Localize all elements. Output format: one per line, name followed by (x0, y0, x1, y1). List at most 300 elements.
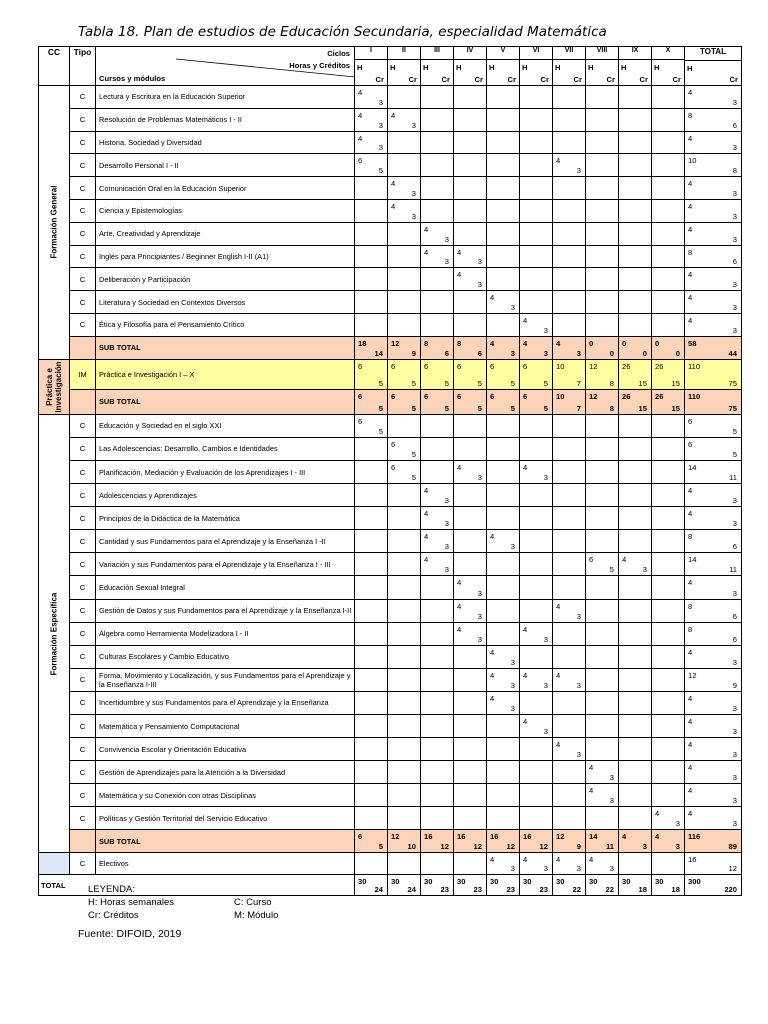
empty-cell (520, 108, 553, 131)
hours-value: 6 (490, 391, 495, 401)
empty-cell (388, 599, 421, 622)
empty-cell (652, 177, 685, 200)
hours-credits-cell (355, 154, 388, 177)
empty-cell (388, 131, 421, 154)
hours-credits-cell (685, 738, 742, 761)
empty-cell (652, 484, 685, 507)
course-name: Planificación, Mediación y Evaluación de los Aprendizajes I - III (96, 460, 355, 483)
empty-cell (553, 86, 586, 109)
course-row (39, 738, 742, 761)
hcr-header (520, 60, 553, 86)
hours-credits-cell (388, 108, 421, 131)
hours-value: 16 (523, 832, 532, 842)
study-plan-table (38, 46, 742, 896)
hours-value: 30 (589, 877, 598, 887)
hours-credits-cell (487, 530, 520, 553)
empty-cell (586, 313, 619, 336)
empty-cell (421, 460, 454, 483)
credits-value: 5 (732, 426, 737, 436)
credits-value: 3 (543, 634, 548, 644)
cycle-header: VIII (586, 47, 619, 60)
hours-value: 4 (688, 693, 693, 703)
cycle-header: II (388, 47, 421, 60)
credits-value: 15 (638, 403, 647, 413)
course-row (39, 507, 742, 530)
section-label: Formación Específica (49, 592, 59, 675)
hours-value: 4 (688, 786, 693, 796)
hours-value: 6 (457, 391, 462, 401)
empty-cell (619, 291, 652, 314)
empty-cell (421, 784, 454, 807)
credits-value: 3 (510, 348, 515, 358)
hours-credits-cell (586, 359, 619, 389)
course-row (39, 291, 742, 314)
hours-value: 4 (589, 786, 594, 796)
cr-label: Cr (672, 75, 681, 84)
credits-value: 9 (411, 348, 416, 358)
empty-cell (487, 245, 520, 268)
credits-value: 3 (732, 280, 737, 290)
empty-cell (388, 622, 421, 645)
empty-cell (652, 222, 685, 245)
credits-value: 3 (675, 819, 680, 829)
empty-cell (421, 576, 454, 599)
hours-credits-cell (421, 830, 454, 853)
empty-cell (520, 437, 553, 460)
hours-value: 10 (688, 156, 697, 166)
hours-credits-cell (685, 507, 742, 530)
credits-value: 15 (671, 403, 680, 413)
hours-credits-cell (520, 668, 553, 691)
empty-cell (520, 599, 553, 622)
credits-value: 5 (444, 403, 449, 413)
h-label: H (555, 63, 561, 72)
h-label: H (687, 64, 693, 73)
course-type: C (70, 507, 96, 530)
hours-value: 4 (457, 462, 462, 472)
cycle-header: X (652, 47, 685, 60)
hours-value: 4 (457, 247, 462, 257)
hours-credits-cell (421, 530, 454, 553)
legend (88, 883, 278, 922)
cycle-header: V (487, 47, 520, 60)
hours-value: 6 (391, 391, 396, 401)
course-row (39, 761, 742, 784)
empty-cell (454, 645, 487, 668)
empty-cell (553, 291, 586, 314)
hours-credits-cell (520, 853, 553, 875)
hours-credits-cell (388, 875, 421, 896)
hours-value: 4 (589, 855, 594, 865)
empty-cell (454, 553, 487, 576)
credits-value: 18 (638, 885, 647, 895)
hours-value: 6 (358, 156, 363, 166)
hours-credits-cell (388, 830, 421, 853)
hours-value: 16 (490, 832, 499, 842)
empty-cell (652, 738, 685, 761)
empty-cell (652, 291, 685, 314)
credits-value: 3 (675, 842, 680, 852)
hours-value: 8 (424, 338, 429, 348)
course-name: Gestión de Aprendizajes para la Atención a la Diversidad (96, 761, 355, 784)
credits-value: 5 (609, 565, 614, 575)
empty-cell (586, 268, 619, 291)
hours-credits-cell (685, 714, 742, 737)
empty-cell (520, 645, 553, 668)
hours-value: 4 (556, 601, 561, 611)
empty-cell (520, 553, 553, 576)
hours-value: 300 (688, 877, 701, 887)
credits-value: 3 (444, 519, 449, 529)
course-name: Variación y sus Fundamentos para el Aprendizaje y la Enseñanza I - III (96, 553, 355, 576)
empty-cell (619, 268, 652, 291)
hours-credits-cell (586, 830, 619, 853)
hours-value: 4 (556, 740, 561, 750)
empty-cell (355, 530, 388, 553)
empty-cell (520, 761, 553, 784)
credits-value: 8 (609, 403, 614, 413)
hours-credits-cell (454, 460, 487, 483)
hours-value: 4 (424, 532, 429, 542)
course-row (39, 437, 742, 460)
hours-value: 4 (655, 832, 660, 842)
empty-cell (454, 437, 487, 460)
cycle-header: VII (553, 47, 586, 60)
hours-value: 26 (655, 361, 664, 371)
empty-cell (619, 177, 652, 200)
credits-value: 3 (378, 143, 383, 153)
empty-cell (421, 199, 454, 222)
credits-value: 3 (477, 634, 482, 644)
empty-cell (652, 86, 685, 109)
hours-value: 16 (424, 832, 433, 842)
hours-credits-cell (454, 576, 487, 599)
course-type: C (70, 291, 96, 314)
empty-cell (388, 507, 421, 530)
header-tipo: Tipo (70, 47, 96, 86)
course-row (39, 199, 742, 222)
hours-value: 4 (556, 338, 561, 348)
course-name: Cantidad y sus Fundamentos para el Aprendizaje y la Enseñanza I -II (96, 530, 355, 553)
header-total: TOTAL (685, 47, 742, 61)
empty-cell (520, 576, 553, 599)
hours-credits-cell (685, 389, 742, 414)
empty-cell (454, 86, 487, 109)
empty-cell (421, 853, 454, 875)
empty-cell (520, 691, 553, 714)
h-label: H (621, 63, 627, 72)
hours-value: 6 (391, 439, 396, 449)
hours-credits-cell (454, 245, 487, 268)
empty-cell (487, 622, 520, 645)
empty-cell (520, 154, 553, 177)
empty-cell (619, 222, 652, 245)
course-type: C (70, 177, 96, 200)
course-row (39, 313, 742, 336)
hours-credits-cell (685, 576, 742, 599)
credits-value: 5 (732, 449, 737, 459)
section-label-cell (39, 414, 70, 853)
grand-total-label: TOTAL (39, 875, 355, 896)
empty-cell (586, 807, 619, 830)
credits-value: 0 (609, 348, 614, 358)
empty-cell (355, 807, 388, 830)
hours-credits-cell (586, 875, 619, 896)
empty-cell (520, 291, 553, 314)
hours-credits-cell (586, 853, 619, 875)
credits-value: 3 (732, 302, 737, 312)
empty-cell (487, 761, 520, 784)
course-type: C (70, 108, 96, 131)
hours-value: 6 (589, 555, 594, 565)
hours-value: 8 (457, 338, 462, 348)
credits-value: 11 (729, 473, 737, 483)
empty-cell (586, 222, 619, 245)
empty-cell (388, 484, 421, 507)
empty-cell (652, 437, 685, 460)
hours-credits-cell (520, 830, 553, 853)
credits-value: 6 (732, 257, 737, 267)
hours-credits-cell (454, 359, 487, 389)
empty-cell (652, 645, 685, 668)
empty-cell (619, 738, 652, 761)
credits-value: 6 (732, 611, 737, 621)
credits-value: 3 (609, 864, 614, 874)
hours-value: 4 (424, 509, 429, 519)
hours-value: 4 (622, 555, 627, 565)
course-type: C (70, 738, 96, 761)
empty-cell (619, 761, 652, 784)
hours-value: 4 (556, 670, 561, 680)
empty-cell (619, 622, 652, 645)
hours-credits-cell (685, 484, 742, 507)
hours-value: 14 (688, 555, 697, 565)
empty-cell (355, 622, 388, 645)
empty-cell (454, 714, 487, 737)
empty-cell (586, 437, 619, 460)
empty-cell (388, 414, 421, 437)
credits-value: 8 (609, 378, 614, 388)
subtotal-label: SUB TOTAL (96, 389, 355, 414)
credits-value: 6 (732, 634, 737, 644)
hours-value: 4 (523, 670, 528, 680)
empty-cell (553, 691, 586, 714)
credits-value: 3 (609, 773, 614, 783)
empty-cell (487, 784, 520, 807)
empty-cell (553, 245, 586, 268)
course-row (39, 530, 742, 553)
credits-value: 5 (510, 378, 515, 388)
hours-value: 4 (490, 293, 495, 303)
course-row (39, 668, 742, 691)
empty-cell (619, 484, 652, 507)
hours-value: 14 (688, 462, 697, 472)
empty-cell (520, 177, 553, 200)
credits-value: 3 (444, 496, 449, 506)
hours-credits-cell (685, 268, 742, 291)
hours-value: 4 (688, 293, 693, 303)
empty-cell (487, 222, 520, 245)
credits-value: 22 (605, 885, 614, 895)
hours-credits-cell (652, 336, 685, 359)
course-type: C (70, 599, 96, 622)
empty-cell (619, 414, 652, 437)
empty-cell (70, 389, 96, 414)
hours-value: 6 (391, 462, 396, 472)
course-name: Forma, Movimiento y Localización, y sus Fundamentos para el Aprendizaje y la Enseñanza I-III (96, 668, 355, 691)
empty-cell (652, 268, 685, 291)
course-name: Culturas Escolares y Cambio Educativo (96, 645, 355, 668)
h-label: H (456, 63, 462, 72)
empty-cell (619, 108, 652, 131)
hours-credits-cell (520, 389, 553, 414)
credits-value: 3 (732, 188, 737, 198)
course-name: Lectura y Escritura en la Educación Superior (96, 86, 355, 109)
empty-cell (652, 131, 685, 154)
hours-credits-cell (454, 389, 487, 414)
hours-credits-cell (619, 875, 652, 896)
credits-value: 5 (444, 378, 449, 388)
empty-cell (355, 599, 388, 622)
credits-value: 12 (506, 842, 515, 852)
hours-value: 116 (688, 832, 701, 842)
empty-cell (520, 414, 553, 437)
empty-cell (487, 86, 520, 109)
credits-value: 3 (444, 542, 449, 552)
hours-credits-cell (520, 875, 553, 896)
credits-value: 9 (576, 842, 581, 852)
hours-credits-cell (586, 389, 619, 414)
hours-value: 4 (523, 315, 528, 325)
credits-value: 3 (732, 97, 737, 107)
empty-cell (586, 484, 619, 507)
credits-value: 3 (510, 542, 515, 552)
hours-value: 6 (358, 361, 363, 371)
empty-cell (619, 714, 652, 737)
course-type: C (70, 86, 96, 109)
empty-cell (388, 222, 421, 245)
empty-cell (355, 645, 388, 668)
hours-credits-cell (685, 245, 742, 268)
course-row (39, 576, 742, 599)
hours-credits-cell (685, 86, 742, 109)
hours-value: 4 (424, 224, 429, 234)
empty-cell (652, 530, 685, 553)
hours-credits-cell (652, 830, 685, 853)
credits-value: 0 (642, 348, 647, 358)
hours-credits-cell (586, 784, 619, 807)
empty-cell (520, 222, 553, 245)
empty-cell (388, 530, 421, 553)
course-type: C (70, 199, 96, 222)
credits-value: 89 (728, 842, 737, 852)
empty-cell (388, 154, 421, 177)
hours-value: 0 (655, 338, 660, 348)
header-horas-creditos: Horas y Créditos (289, 61, 350, 70)
empty-cell (553, 807, 586, 830)
legend-title: LEYENDA: (88, 884, 135, 895)
empty-cell (586, 291, 619, 314)
hours-credits-cell (421, 336, 454, 359)
course-type: C (70, 437, 96, 460)
hcr-header (388, 60, 421, 86)
hours-credits-cell (685, 807, 742, 830)
course-type: C (70, 714, 96, 737)
hours-credits-cell (619, 336, 652, 359)
hours-value: 4 (688, 716, 693, 726)
credits-value: 5 (477, 403, 482, 413)
empty-cell (355, 245, 388, 268)
hours-value: 6 (424, 391, 429, 401)
course-name: Ética y Filosofía para el Pensamiento Crítico (96, 313, 355, 336)
legend-h: H: Horas semanales (88, 897, 175, 908)
credits-value: 3 (732, 325, 737, 335)
section-label-cell (39, 86, 70, 360)
hours-credits-cell (454, 599, 487, 622)
empty-cell (487, 154, 520, 177)
hours-value: 4 (424, 247, 429, 257)
empty-cell (619, 599, 652, 622)
empty-cell (520, 86, 553, 109)
hours-value: 4 (523, 855, 528, 865)
credits-value: 3 (411, 120, 416, 130)
hours-credits-cell (487, 875, 520, 896)
hours-credits-cell (454, 336, 487, 359)
hours-value: 4 (688, 509, 693, 519)
hours-value: 4 (589, 763, 594, 773)
empty-cell (520, 131, 553, 154)
hours-credits-cell (685, 553, 742, 576)
empty-cell (454, 177, 487, 200)
hours-credits-cell (553, 359, 586, 389)
empty-cell (619, 460, 652, 483)
cycle-header: IV (454, 47, 487, 60)
hours-credits-cell (520, 714, 553, 737)
empty-cell (520, 784, 553, 807)
hours-credits-cell (685, 414, 742, 437)
hours-value: 12 (556, 832, 565, 842)
course-name: Educación Sexual Integral (96, 576, 355, 599)
legend-c: C: Curso (234, 897, 272, 908)
hours-credits-cell (553, 668, 586, 691)
empty-cell (487, 437, 520, 460)
empty-cell (388, 245, 421, 268)
hours-credits-cell (388, 177, 421, 200)
empty-cell (619, 437, 652, 460)
empty-cell (652, 553, 685, 576)
empty-cell (652, 154, 685, 177)
course-name: Electivos (96, 853, 355, 875)
empty-cell (652, 414, 685, 437)
hours-value: 4 (688, 809, 693, 819)
credits-value: 3 (576, 166, 581, 176)
empty-cell (487, 714, 520, 737)
empty-cell (454, 761, 487, 784)
hours-credits-cell (685, 313, 742, 336)
hours-credits-cell (685, 222, 742, 245)
course-type: C (70, 576, 96, 599)
empty-cell (487, 177, 520, 200)
empty-cell (619, 199, 652, 222)
hours-credits-cell (520, 336, 553, 359)
credits-value: 23 (440, 885, 449, 895)
hours-value: 12 (391, 338, 400, 348)
hours-value: 4 (424, 486, 429, 496)
empty-cell (520, 807, 553, 830)
empty-cell (619, 807, 652, 830)
hours-credits-cell (520, 359, 553, 389)
hours-credits-cell (553, 738, 586, 761)
